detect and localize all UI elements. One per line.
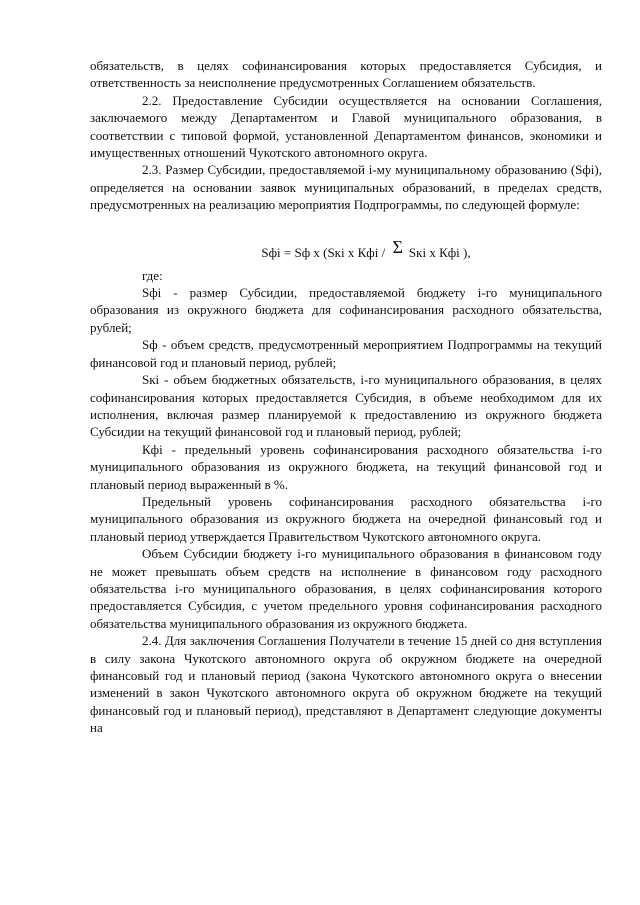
paragraph-2-2: 2.2. Предоставление Субсидии осуществляется на основании Соглашения, заключаемого между Департаментом и Главой муниципального образования, в соответствии с типовой формой, установленной Департаментом финансов, экономики и имущественных отношений Чукотского автономного округа. — [90, 92, 602, 161]
paragraph-2-3: 2.3. Размер Субсидии, предоставляемой i-му муниципальному образованию (Sфi), определяется на основании заявок муниципальных образований, в пределах средств, предусмотренных на реализацию мероприятия Подпрограммы, по следующей формуле: — [90, 162, 602, 213]
document-page — [90, 57, 602, 737]
sum-sigma-symbol: Σ — [392, 236, 403, 257]
formula-left: Sфi = Sф х (Sкi х Кфi / — [261, 244, 389, 260]
formula-right: Sкi х Кфi ), — [408, 244, 471, 260]
subsidy-formula — [90, 236, 602, 263]
formula-where-label: где: — [142, 267, 163, 283]
paragraph-cofinancing-limit: Предельный уровень софинансирования расходного обязательства i-го муниципального образования из окружного бюджета на очередной финансовый год и плановый период утверждается Правительством Чукотского автономного округа. — [90, 493, 602, 544]
paragraph-subsidy-volume: Объем Субсидии бюджету i-го муниципального образования в финансовом году не может превышать объем средств на исполнение в финансовом году расходного обязательства i-го муниципального образования, в целях софинансирования которого предоставляется Субсидия, с учетом предельного уровня софинансирования расходного обязательства муниципального образования из окружного бюджета. — [90, 546, 602, 631]
definition-ski: Sкi - объем бюджетных обязательств, i-го муниципального образования, в целях софинансирования которых предоставляется Субсидия, в объеме необходимом для их исполнения, включая размер планируемой к предоставлению из окружного бюджета Субсидии на текущий финансовой год и плановый период, рублей; — [90, 372, 602, 440]
paragraph-obligations-continuation: обязательств, в целях софинансирования которых предоставляется Субсидия, и ответственность за неисполнение предусмотренных Соглашением обязательств. — [90, 58, 602, 91]
definition-sf: Sф - объем средств, предусмотренный мероприятием Подпрограммы на текущий финансовой год и плановый период, рублей; — [90, 337, 602, 370]
paragraph-2-4: 2.4. Для заключения Соглашения Получатели в течение 15 дней со дня вступления в силу закона Чукотского автономного округа об окружном бюджете на очередной финансовый год и плановый период (закона Чукотского автономного округа о внесении изменений в закон Чукотского автономного округа об окружном бюджете на текущий финансовый год и плановый период), представляют в Департамент следующие документы на — [90, 633, 602, 736]
definition-sfi: Sфi - размер Субсидии, предоставляемой бюджету i-го муниципального образования из окружного бюджета для софинансирования расходного обязательства, рублей; — [90, 285, 602, 335]
definition-kfi: Кфi - предельный уровень софинансирования расходного обязательства i-го муниципального образования из окружного бюджета, на текущий финансовой год и плановый период выраженный в %. — [90, 441, 602, 492]
